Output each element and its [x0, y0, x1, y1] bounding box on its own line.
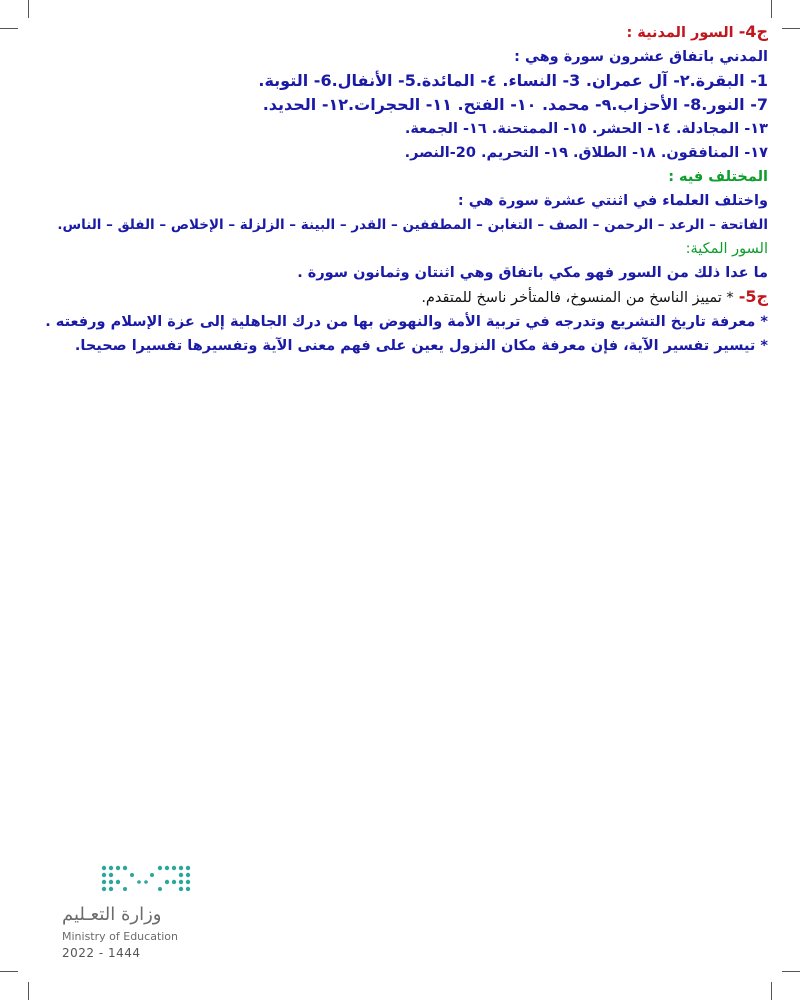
q5-text: * تمييز الناسخ من المنسوخ، فالمتأخر ناسخ للمتقدم. [421, 290, 734, 306]
q5-heading [40, 285, 768, 310]
logo-dots-icon [100, 862, 192, 896]
madani-intro: المدني باتفاق عشرون سورة وهي : [514, 49, 768, 65]
crop-mark-bottom-right [771, 982, 772, 1000]
q5-point-3: * تيسير تفسير الآية، فإن معرفة مكان النزول يعين على فهم معنى الآية وتفسيرها تفسيرا صحيحا. [74, 338, 768, 354]
crop-mark-bottom-left [28, 982, 29, 1000]
logo-english-text: Ministry of Education [62, 930, 179, 943]
q4-label: ج4- [738, 22, 768, 41]
answer-content [40, 20, 768, 358]
crop-mark-top-right [771, 0, 772, 18]
crop-mark-top-right-h [782, 28, 800, 29]
madani-line-4: ١٧- المنافقون. ١٨- الطلاق. ١٩- التحريم. 20-النصر. [404, 145, 768, 161]
q5-label: ج5- [738, 287, 768, 306]
crop-mark-top-left [28, 0, 29, 18]
disputed-intro: واختلف العلماء في اثنتي عشرة سورة هي : [457, 193, 768, 209]
madani-line-3: ١٣- المجادلة. ١٤- الحشر. ١٥- الممتحنة. ١٦- الجمعة. [404, 121, 768, 137]
q4-title: السور المدنية : [626, 25, 734, 41]
crop-mark-top-left-h [0, 28, 18, 29]
madani-line-2: 7- النور.8- الأحزاب.٩- محمد. ١٠- الفتح. ١١- الحجرات.١٢- الحديد. [262, 95, 768, 114]
madani-line-1: 1- البقرة.٢- آل عمران. 3- النساء. ٤- المائدة.5- الأنفال.6- التوبة. [258, 71, 768, 90]
q5-point-2: * معرفة تاريخ التشريع وتدرجه في تربية الأمة والنهوض بها من درك الجاهلية إلى عزة الإسلام ورفعته . [45, 314, 768, 330]
makki-title: السور المكية: [685, 241, 768, 257]
logo-year: 2022 - 1444 [62, 946, 141, 960]
disputed-list: الفاتحة – الرعد – الرحمن – الصف – التغابن – المطففين – القدر – البينة – الزلزلة – الإخلاص – الفلق – الناس. [57, 217, 768, 233]
q4-heading [40, 20, 768, 45]
crop-mark-bottom-right-h [782, 971, 800, 972]
crop-mark-bottom-left-h [0, 971, 18, 972]
logo-arabic-text: وزارة التعـليم [62, 904, 162, 925]
makki-text: ما عدا ذلك من السور فهو مكي باتفاق وهي اثنتان وثمانون سورة . [297, 265, 768, 281]
disputed-title: المختلف فيه : [668, 169, 768, 185]
